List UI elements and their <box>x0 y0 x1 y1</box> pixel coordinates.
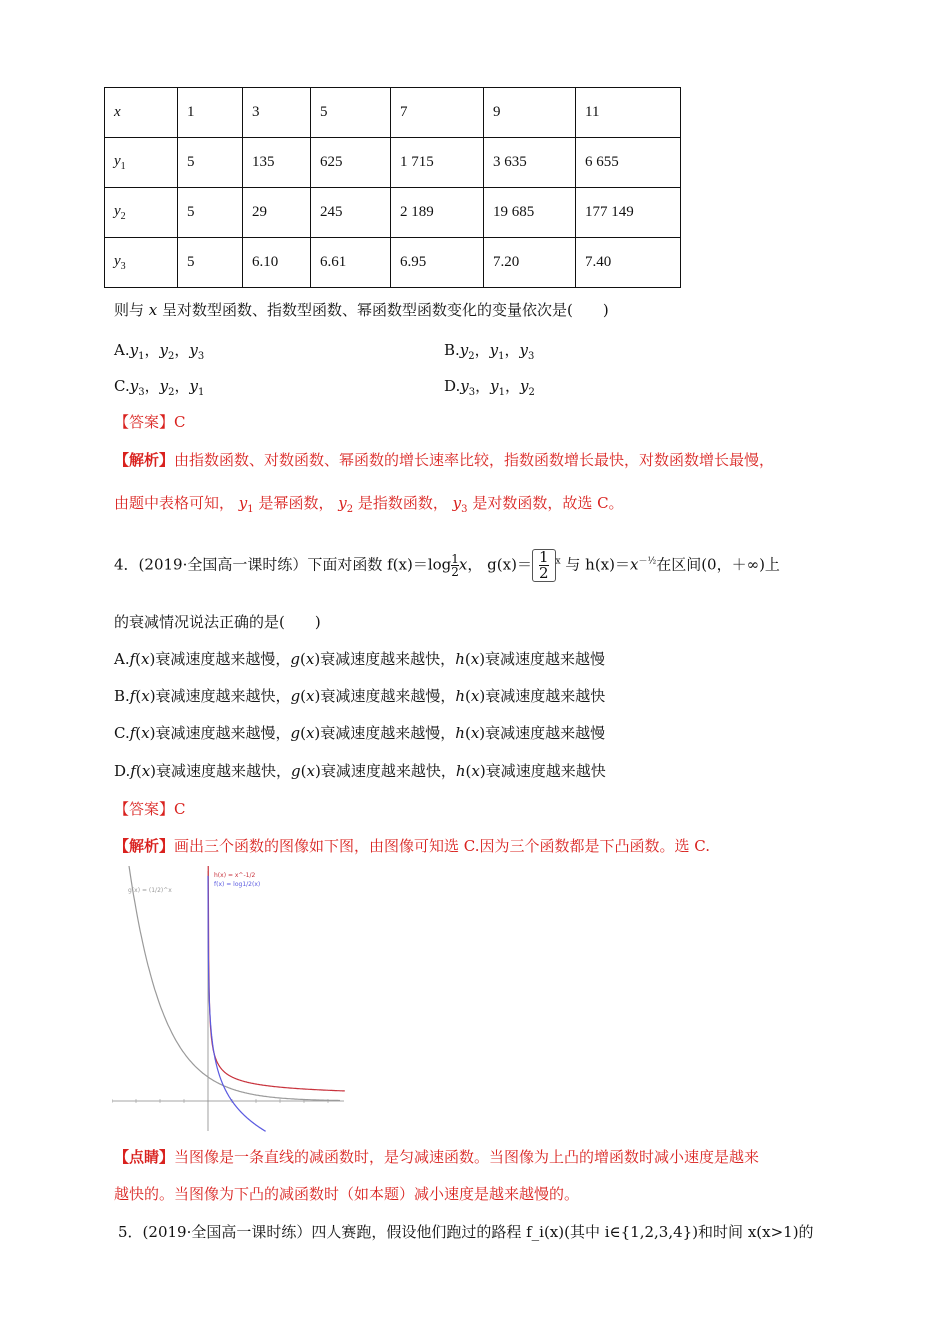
table-cell: 6.61 <box>311 238 391 288</box>
table-cell: 2 189 <box>391 188 484 238</box>
table-cell: 5 <box>178 138 243 188</box>
q5-question: 5．(2019·全国高一课时练）四人赛跑，假设他们跑过的路程 f_i(x)(其中 i∈{1,2,3,4})和时间 x(x>1)的 <box>118 1223 814 1241</box>
table-row <box>105 238 681 288</box>
table-cell: 5 <box>178 238 243 288</box>
table-cell: 625 <box>311 138 391 188</box>
q3-analysis-2: 由题中表格可知， $y_1$ 是幂函数， $y_2$ 是指数函数， $y_3$ 是对数函数，故选 C。 <box>114 494 624 515</box>
q4-analysis: 【解析】画出三个函数的图像如下图，由图像可知选 C.因为三个函数都是下凸函数。选 C. <box>114 837 710 855</box>
table-cell: 7.20 <box>484 238 576 288</box>
f-label: f(x) = log1/2(x) <box>214 881 261 888</box>
table-cell: 6 655 <box>576 138 681 188</box>
row-label: $y_1$ <box>105 138 178 188</box>
function-graph <box>112 866 347 1136</box>
row-label: x <box>105 88 178 138</box>
table-cell: 1 <box>178 88 243 138</box>
g-curve <box>117 866 340 1101</box>
table-cell: 177 149 <box>576 188 681 238</box>
table-cell: 3 <box>243 88 311 138</box>
q3-option-c: $C.y_3$，$y_2$，$y_1$ <box>114 377 205 398</box>
q3-option-a: $A.y_1$，$y_2$，$y_3$ <box>114 341 205 362</box>
table-cell: 245 <box>311 188 391 238</box>
table-row <box>105 88 681 138</box>
table-row <box>105 138 681 188</box>
h-label: h(x) = x^-1/2 <box>214 872 256 879</box>
q4-option-d: D.f(x)衰减速度越来越快，g(x)衰减速度越来越快，h(x)衰减速度越来越快 <box>114 762 606 780</box>
q3-option-d: $D.y_3$，$y_1$，$y_2$ <box>444 377 535 398</box>
q3-analysis-1: 【解析】由指数函数、对数函数、幂函数的增长速率比较，指数函数增长最快，对数函数增长最慢， <box>114 451 775 469</box>
table-cell: 5 <box>178 188 243 238</box>
table-cell: 9 <box>484 88 576 138</box>
table-cell: 135 <box>243 138 311 188</box>
table-row <box>105 188 681 238</box>
q4-option-c: C.f(x)衰减速度越来越慢，g(x)衰减速度越来越慢，h(x)衰减速度越来越慢 <box>114 724 606 742</box>
row-label: $y_2$ <box>105 188 178 238</box>
q3-option-b: $B.y_2$，$y_1$，$y_3$ <box>444 341 535 362</box>
table-cell: 7.40 <box>576 238 681 288</box>
q4-note-1: 【点睛】当图像是一条直线的减函数时，是匀减速函数。当图像为上凸的增函数时减小速度是越来 <box>114 1148 760 1166</box>
table-cell: 6.95 <box>391 238 484 288</box>
q4-option-b: B.f(x)衰减速度越来越快，g(x)衰减速度越来越慢，h(x)衰减速度越来越快 <box>114 687 606 705</box>
table-cell: 29 <box>243 188 311 238</box>
f-curve <box>208 876 266 1131</box>
q4-question-line2: 的衰减情况说法正确的是( ) <box>114 613 321 631</box>
table-cell: 7 <box>391 88 484 138</box>
g-label: g(x) = (1/2)^x <box>128 887 172 894</box>
half-paren: $\frac{1}{2}$ <box>532 549 556 582</box>
row-label: $y_3$ <box>105 238 178 288</box>
table-cell: 3 635 <box>484 138 576 188</box>
half-fraction: $\frac{1}{2}$ <box>451 552 459 579</box>
table-cell: 1 715 <box>391 138 484 188</box>
q3-question: 则与 x 呈对数型函数、指数型函数、幂函数型函数变化的变量依次是( ) <box>114 301 609 319</box>
q3-answer: 【答案】C <box>114 413 186 431</box>
table-cell: 19 685 <box>484 188 576 238</box>
q4-option-a: A.f(x)衰减速度越来越慢，g(x)衰减速度越来越快，h(x)衰减速度越来越慢 <box>114 650 606 668</box>
table-cell: 11 <box>576 88 681 138</box>
table-cell: 5 <box>311 88 391 138</box>
q4-question-line1: 4．(2019·全国高一课时练）下面对函数 f(x)＝log $\frac{1}{2}$ x， g(x)＝ $\frac{1}{2}$ $^x$ 与 $h(x)=x^{-\frac{1}{2}}$在区间(0，＋∞)上 <box>114 548 780 582</box>
h-curve <box>208 866 345 1091</box>
data-table <box>104 87 681 288</box>
q4-answer: 【答案】C <box>114 800 186 818</box>
table-cell: 6.10 <box>243 238 311 288</box>
q4-note-2: 越快的。当图像为下凸的减函数时（如本题）减小速度是越来越慢的。 <box>114 1185 580 1203</box>
